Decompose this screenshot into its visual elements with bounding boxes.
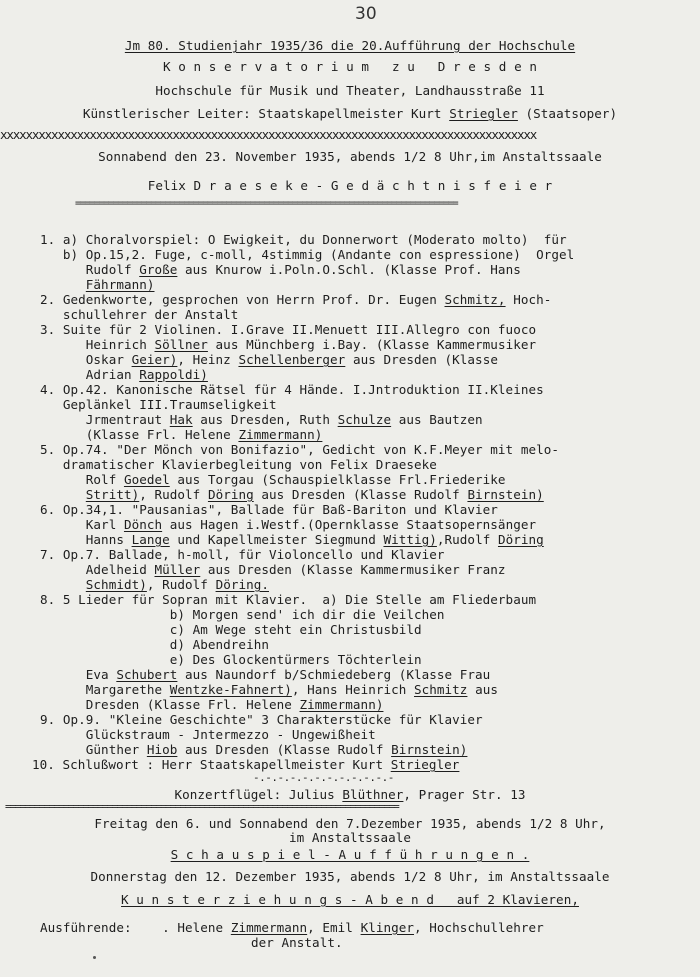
- performers-line-2: der Anstalt.: [251, 935, 343, 950]
- event-date: Sonnabend den 23. November 1935, abends 1/2 8 Uhr,im Anstaltssaale: [98, 149, 602, 164]
- institution-subtitle: Hochschule für Musik und Theater, Landhausstraße 11: [155, 83, 545, 98]
- program-item-8e: e) Des Glockentürmers Töchterlein: [40, 652, 422, 667]
- program-item-3: 3. Suite für 2 Violinen. I.Grave II.Menuett III.Allegro con fuoco: [40, 322, 537, 337]
- footer-double-rule: =================================================================================: [5, 801, 399, 813]
- paper-speck: [93, 956, 96, 959]
- program-item-1b: b) Op.15,2. Fuge, c-moll, 4stimmig (Andante con espressione) Orgel: [40, 247, 575, 262]
- closing-dash-line: -.-.-.-.-.-.-.-.-.-.-.-: [253, 771, 394, 784]
- program-item-9-performer: Günther Hiob aus Dresden (Klasse Rudolf Birnstein): [40, 742, 468, 757]
- x-divider: xxxxxxxxxxxxxxxxxxxxxxxxxxxxxxxxxxxxxxxxxxxxxxxxxxxxxxxxxxxxxxxxxxxxxxxxxxxxxxxxxxxx: [0, 127, 537, 142]
- program-item-3-performer: Heinrich Söllner aus Münchberg i.Bay. (Klasse Kammermusiker: [40, 337, 537, 352]
- program-item-7: 7. Op.7. Ballade, h-moll, für Violoncello und Klavier: [40, 547, 445, 562]
- program-item-8-performer: Eva Schubert aus Naundorf b/Schmiedeberg (Klasse Frau: [40, 667, 491, 682]
- title-double-rule: =================================================================================: [75, 198, 458, 209]
- program-item-3-performer-2: Oskar Geier), Heinz Schellenberger aus Dresden (Klasse: [40, 352, 498, 367]
- program-item-7-performer: Adelheid Müller aus Dresden (Klasse Kammermusiker Franz: [40, 562, 506, 577]
- program-item-8-teacher: Margarethe Wentzke-Fahnert), Hans Heinrich Schmitz aus: [40, 682, 498, 697]
- program-item-1-performer: Rudolf Große aus Knurow i.Poln.O.Schl. (Klasse Prof. Hans: [40, 262, 521, 277]
- program-item-8: 8. 5 Lieder für Sopran mit Klavier. a) Die Stelle am Fliederbaum: [40, 592, 537, 607]
- program-item-4-cont: Geplänkel III.Traumseligkeit: [40, 397, 277, 412]
- piano-credit: Konzertflügel: Julius Blüthner, Prager Str. 13: [174, 787, 526, 802]
- program-item-2-cont: schullehrer der Anstalt: [40, 307, 239, 322]
- program-item-2: 2. Gedenkworte, gesprochen von Herrn Prof. Dr. Eugen Schmitz, Hoch-: [40, 292, 552, 307]
- event-title: Felix D r a e s e k e - G e d ä c h t n i s f e i e r: [147, 178, 553, 193]
- performers-line: Ausführende: . Helene Zimmermann, Emil Klinger, Hochschullehrer: [40, 920, 544, 935]
- upcoming-event-1-venue: im Anstaltssaale: [288, 830, 412, 845]
- program-item-4-teacher: (Klasse Frl. Helene Zimmermann): [40, 427, 323, 442]
- program-item-4-performer: Jrmentraut Hak aus Dresden, Ruth Schulze aus Bautzen: [40, 412, 483, 427]
- program-item-7-teacher: Schmidt), Rudolf Döring.: [85, 577, 269, 592]
- artistic-director: Künstlerischer Leiter: Staatskapellmeister Kurt Striegler (Staatsoper): [82, 106, 618, 121]
- upcoming-event-2-title: K u n s t e r z i e h u n g s - A b e n d auf 2 Klavieren,: [121, 892, 579, 907]
- program-item-6-performer: Karl Dönch aus Hagen i.Westf.(Opernklasse Staatsopernsänger: [40, 517, 537, 532]
- program-item-8c: c) Am Wege steht ein Christusbild: [40, 622, 422, 637]
- upcoming-event-2-date: Donnerstag den 12. Dezember 1935, abends 1/2 8 Uhr, im Anstaltssaale: [90, 869, 610, 884]
- upcoming-event-1-title: S c h a u s p i e l - A u f f ü h r u n g e n .: [170, 847, 530, 862]
- program-item-10: 10. Schlußwort : Herr Staatskapellmeister Kurt Striegler: [32, 757, 460, 772]
- program-item-4: 4. Op.42. Kanonische Rätsel für 4 Hände. I.Jntroduktion II.Kleines: [40, 382, 544, 397]
- program-item-8-teacher-2: Dresden (Klasse Frl. Helene Zimmermann): [40, 697, 384, 712]
- page-number: 30: [355, 4, 377, 24]
- header-line-1: Jm 80. Studienjahr 1935/36 die 20.Aufführung der Hochschule: [124, 38, 576, 53]
- program-item-1a: 1. a) Choralvorspiel: O Ewigkeit, du Donnerwort (Moderato molto) für: [40, 232, 567, 247]
- program-item-5-performer: Rolf Goedel aus Torgau (Schauspielklasse Frl.Friederike: [40, 472, 506, 487]
- program-item-6-teacher: Hanns Lange und Kapellmeister Siegmund Wittig),Rudolf Döring: [40, 532, 544, 547]
- program-item-9-pieces: Glückstraum - Jntermezzo - Ungewißheit: [40, 727, 376, 742]
- program-item-1-teacher: Fährmann): [85, 277, 155, 292]
- program-item-8b: b) Morgen send' ich dir die Veilchen: [40, 607, 445, 622]
- program-item-6: 6. Op.34,1. "Pausanias", Ballade für Baß-Bariton und Klavier: [40, 502, 498, 517]
- program-item-9: 9. Op.9. "Kleine Geschichte" 3 Charakterstücke für Klavier: [40, 712, 483, 727]
- program-item-5: 5. Op.74. "Der Mönch von Bonifazio", Gedicht von K.F.Meyer mit melo-: [40, 442, 559, 457]
- program-item-8d: d) Abendreihn: [40, 637, 269, 652]
- upcoming-event-1-date: Freitag den 6. und Sonnabend den 7.Dezember 1935, abends 1/2 8 Uhr,: [94, 816, 606, 831]
- institution-name: K o n s e r v a t o r i u m z u D r e s d e n: [163, 59, 537, 74]
- program-item-5-teacher: Stritt), Rudolf Döring aus Dresden (Klasse Rudolf Birnstein): [85, 487, 544, 502]
- program-item-5-cont: dramatischer Klavierbegleitung von Felix Draeseke: [40, 457, 437, 472]
- program-item-3-teacher: Adrian Rappoldi): [40, 367, 208, 382]
